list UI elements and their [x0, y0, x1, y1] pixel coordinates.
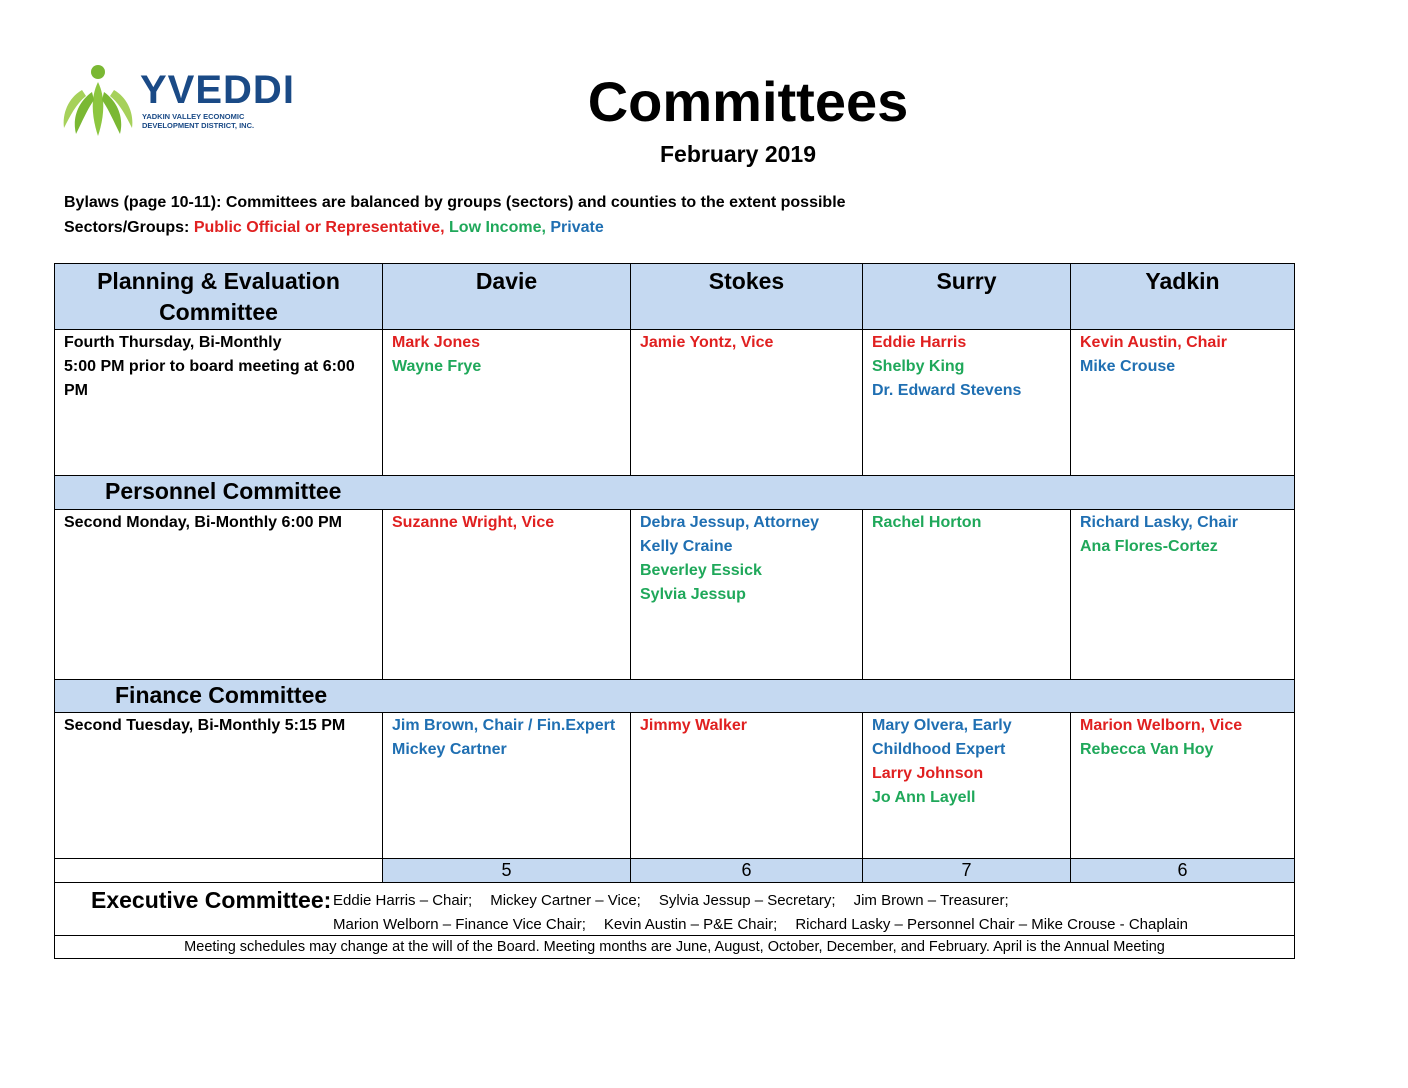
count-davie: 5	[383, 859, 631, 883]
member-name: Jimmy Walker	[640, 717, 748, 734]
member-name: Childhood Expert	[872, 741, 1006, 758]
member-name: Jamie Yontz, Vice	[640, 334, 774, 351]
header-davie: Davie	[383, 264, 631, 330]
finance-surry	[863, 713, 1071, 859]
executive-member: Eddie Harris – Chair;	[333, 892, 473, 909]
member-name: Marion Welborn, Vice	[1080, 717, 1243, 734]
header-row	[55, 264, 1295, 330]
bylaws-note: Bylaws (page 10-11): Committees are balanced by groups (sectors) and counties to the extent possible	[64, 194, 846, 211]
member-name: Mickey Cartner	[392, 741, 507, 758]
personnel-surry	[863, 510, 1071, 680]
planning-schedule	[55, 330, 383, 476]
member-name: Kelly Craine	[640, 538, 733, 555]
sector-private: Private	[550, 219, 604, 236]
page-title: Committees	[587, 70, 909, 133]
counts-blank	[55, 859, 383, 883]
member-name: Wayne Frye	[392, 358, 482, 375]
planning-surry	[863, 330, 1071, 476]
executive-label: Executive Committee:	[91, 887, 332, 913]
member-name: Richard Lasky, Chair	[1080, 514, 1238, 531]
member-name: Ana Flores-Cortez	[1080, 538, 1218, 555]
schedule-line: Second Monday, Bi-Monthly 6:00 PM	[64, 514, 342, 531]
member-name: Sylvia Jessup	[640, 586, 746, 603]
executive-member: Mickey Cartner – Vice;	[490, 892, 641, 909]
personnel-davie	[383, 510, 631, 680]
executive-line-1	[333, 892, 1027, 909]
finance-section-row	[55, 680, 1295, 713]
member-name: Suzanne Wright, Vice	[392, 514, 555, 531]
executive-member: Richard Lasky – Personnel Chair – Mike Crouse - Chaplain	[795, 916, 1189, 933]
page-subtitle: February 2019	[660, 141, 816, 167]
member-name: Debra Jessup, Attorney	[640, 514, 820, 531]
member-name: Dr. Edward Stevens	[872, 382, 1022, 399]
meeting-note: Meeting schedules may change at the will of the Board. Meeting months are June, August, October, December, and February. April is the Annual Meeting	[55, 936, 1295, 959]
member-name: Jim Brown, Chair / Fin.Expert	[392, 717, 616, 734]
member-name: Rebecca Van Hoy	[1080, 741, 1214, 758]
logo-name: YVEDDI	[140, 68, 295, 112]
member-name: Mark Jones	[392, 334, 481, 351]
planning-row	[55, 330, 1295, 476]
finance-title: Finance Committee	[55, 680, 1295, 713]
member-name: Beverley Essick	[640, 562, 762, 579]
sector-low-income: Low Income,	[449, 219, 546, 236]
member-name: Jo Ann Layell	[872, 789, 976, 806]
count-surry: 7	[863, 859, 1071, 883]
counts-row	[55, 859, 1295, 883]
planning-yadkin	[1071, 330, 1295, 476]
executive-member: Sylvia Jessup – Secretary;	[658, 892, 836, 909]
personnel-section-row	[55, 476, 1295, 510]
executive-cell	[55, 883, 1295, 936]
member-name: Mike Crouse	[1080, 358, 1176, 375]
member-name: Shelby King	[872, 358, 965, 375]
committees-table	[54, 263, 1295, 959]
schedule-line: Fourth Thursday, Bi-Monthly	[64, 334, 282, 351]
sectors-label: Sectors/Groups:	[64, 219, 194, 236]
personnel-row	[55, 510, 1295, 680]
sectors-legend	[64, 217, 604, 239]
personnel-schedule	[55, 510, 383, 680]
schedule-line: 5:00 PM prior to board meeting at 6:00 PM	[64, 358, 355, 399]
executive-row	[55, 883, 1295, 936]
finance-davie	[383, 713, 631, 859]
personnel-yadkin	[1071, 510, 1295, 680]
personnel-stokes	[631, 510, 863, 680]
member-name: Larry Johnson	[872, 765, 984, 782]
header-stokes: Stokes	[631, 264, 863, 330]
executive-member: Marion Welborn – Finance Vice Chair;	[333, 916, 586, 933]
header-surry: Surry	[863, 264, 1071, 330]
people-leaf-logo-icon	[60, 62, 136, 138]
executive-member: Jim Brown – Treasurer;	[853, 892, 1009, 909]
header-planning: Planning & Evaluation Committee	[55, 264, 383, 330]
executive-member: Kevin Austin – P&E Chair;	[603, 916, 778, 933]
personnel-title: Personnel Committee	[55, 476, 1295, 510]
finance-schedule	[55, 713, 383, 859]
note-row	[55, 936, 1295, 959]
header-yadkin: Yadkin	[1071, 264, 1295, 330]
sector-public: Public Official or Representative,	[193, 219, 445, 236]
logo-subtitle: YADKIN VALLEY ECONOMIC DEVELOPMENT DISTRICT, INC.	[142, 112, 255, 130]
planning-davie	[383, 330, 631, 476]
planning-stokes	[631, 330, 863, 476]
finance-stokes	[631, 713, 863, 859]
member-name: Mary Olvera, Early	[872, 717, 1012, 734]
yveddi-logo	[60, 62, 295, 138]
finance-yadkin	[1071, 713, 1295, 859]
member-name: Rachel Horton	[872, 514, 982, 531]
count-stokes: 6	[631, 859, 863, 883]
executive-line-2	[333, 916, 1206, 933]
member-name: Kevin Austin, Chair	[1080, 334, 1227, 351]
finance-row	[55, 713, 1295, 859]
count-yadkin: 6	[1071, 859, 1295, 883]
schedule-line: Second Tuesday, Bi-Monthly 5:15 PM	[64, 717, 346, 734]
member-name: Eddie Harris	[872, 334, 967, 351]
